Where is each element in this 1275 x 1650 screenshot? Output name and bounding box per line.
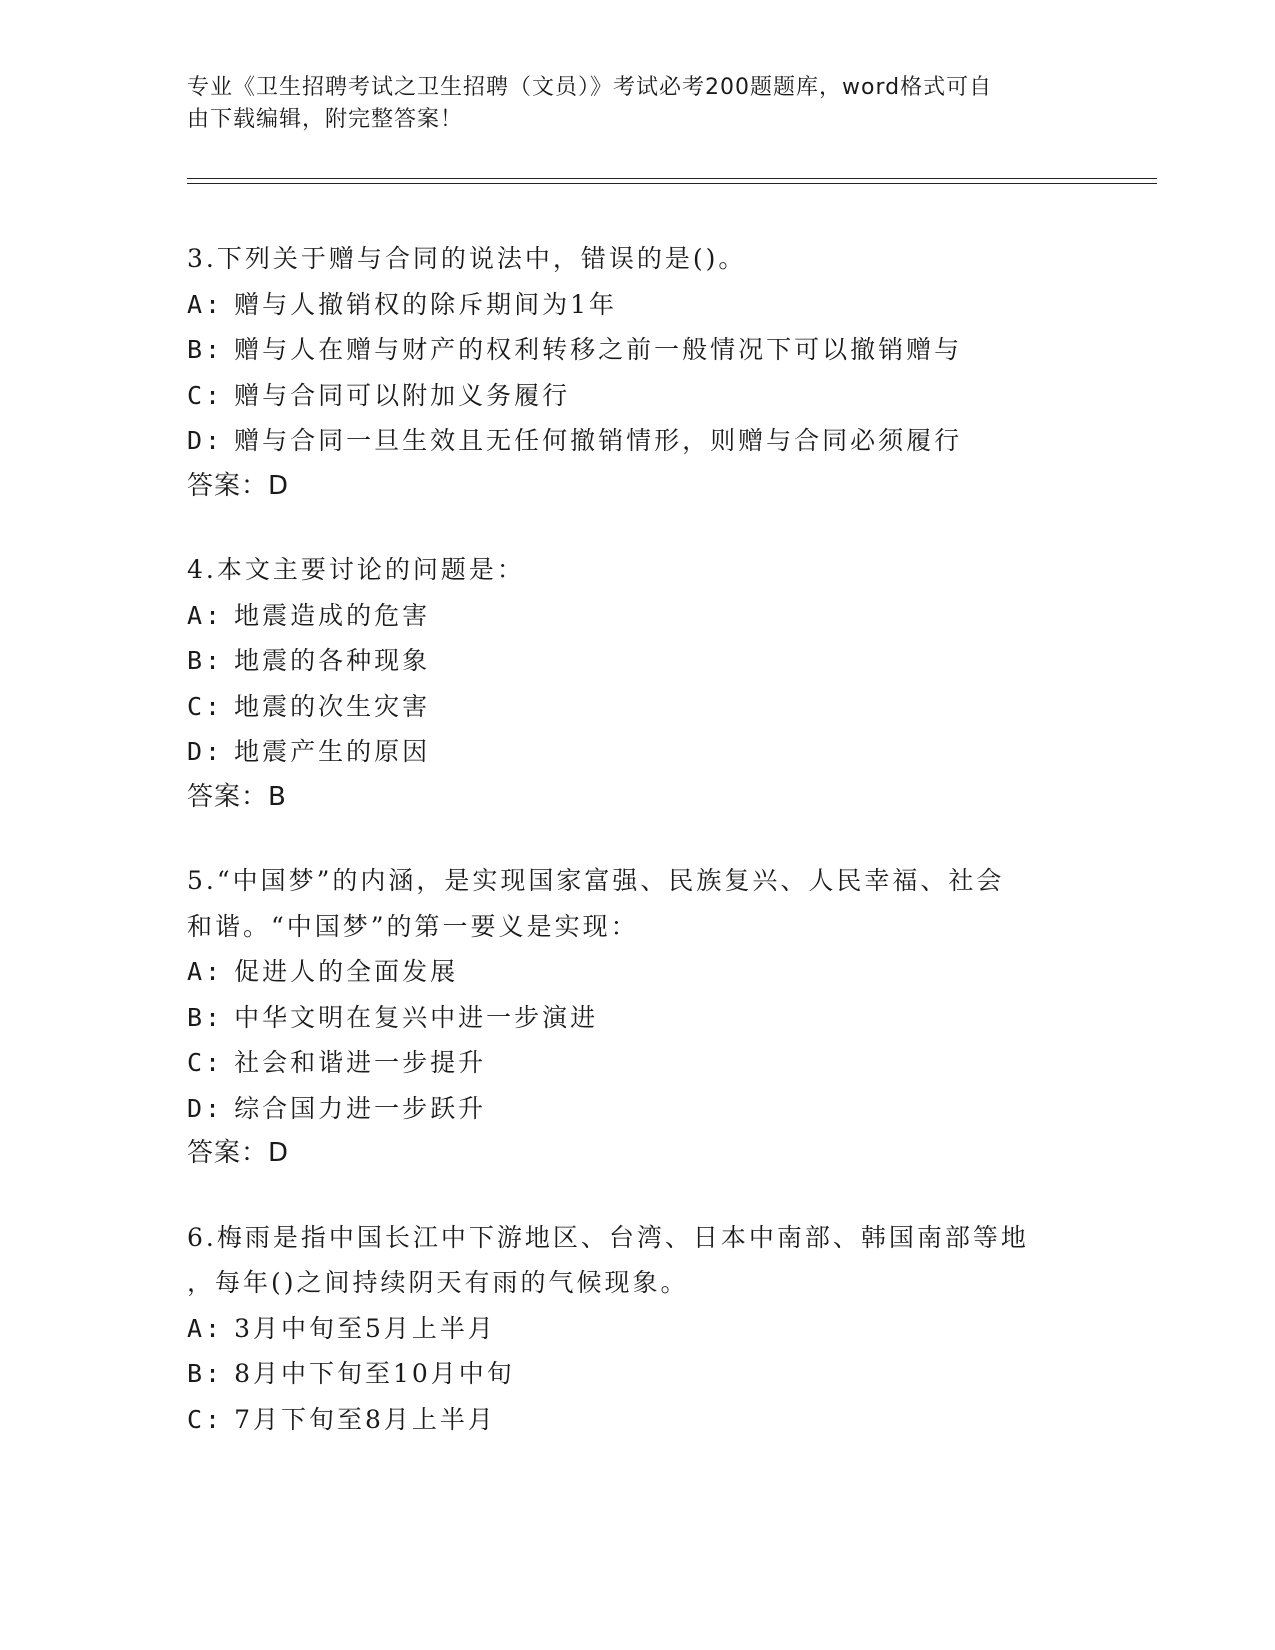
option-text: 赠与合同一旦生效且无任何撤销情形，则赠与合同必须履行 [234,426,963,455]
option-text: 7月下旬至8月上半月 [234,1404,496,1434]
question-text: 5.“中国梦”的内涵，是实现国家富强、民族复兴、人民幸福、社会 [187,866,1005,895]
option-letter: A: [187,957,224,986]
question-list [187,236,1087,1480]
option-letter: B: [187,646,224,675]
option-d [187,1086,1087,1132]
question-6 [187,1215,1087,1443]
option-d [187,729,1087,775]
header-line-2: 由下载编辑，附完整答案！ [187,107,464,132]
option-b [187,327,1087,373]
question-text: 6.梅雨是指中国长江中下游地区、台湾、日本中南部、韩国南部等地 [187,1222,1029,1252]
option-letter: D: [187,426,224,455]
option-letter: D: [187,1093,224,1123]
option-letter: C: [187,1404,224,1434]
option-text: 社会和谐进一步提升 [234,1048,487,1077]
option-letter: B: [187,335,224,364]
option-text: 地震的次生灾害 [234,691,431,721]
option-b [187,995,1087,1041]
answer-line: 答案：D [187,1138,290,1168]
option-letter: B: [187,1002,224,1032]
option-a [187,593,1087,639]
option-a [187,949,1087,995]
option-letter: C: [187,1048,224,1077]
header-divider-bottom [187,183,1157,184]
option-text: 地震产生的原因 [234,737,431,766]
option-letter: A: [187,600,224,630]
option-text: 赠与合同可以附加义务履行 [234,380,571,410]
option-letter: C: [187,691,224,721]
option-a [187,1306,1087,1352]
header-divider-top [187,178,1157,179]
option-c [187,1397,1087,1443]
question-4 [187,547,1087,820]
option-c [187,373,1087,419]
question-text-continued: 和谐。“中国梦”的第一要义是实现： [187,911,639,941]
option-letter: D: [187,737,224,766]
header-line-1: 专业《卫生招聘考试之卫生招聘（文员）》考试必考200题题库，word格式可自 [187,75,993,100]
option-text: 地震造成的危害 [234,600,431,630]
option-text: 中华文明在复兴中进一步演进 [234,1002,599,1032]
option-text: 地震的各种现象 [234,646,431,675]
question-text-continued: ，每年()之间持续阴天有雨的气候现象。 [187,1268,689,1297]
option-c [187,1040,1087,1086]
question-3 [187,236,1087,509]
option-d [187,418,1087,464]
option-text: 赠与人撤销权的除斥期间为1年 [234,289,617,319]
option-b [187,1351,1087,1397]
option-letter: C: [187,380,224,410]
question-5 [187,858,1087,1177]
document-header [187,72,1067,136]
option-text: 3月中旬至5月上半月 [234,1313,496,1343]
option-letter: B: [187,1359,224,1388]
option-a [187,282,1087,328]
answer-line: 答案：D [187,470,290,501]
option-letter: A: [187,1313,224,1343]
option-text: 促进人的全面发展 [234,957,459,986]
option-text: 赠与人在赠与财产的权利转移之前一般情况下可以撤销赠与 [234,335,963,364]
answer-line: 答案：B [187,781,287,812]
question-text: 3.下列关于赠与合同的说法中，错误的是()。 [187,244,747,273]
option-text: 8月中下旬至10月中旬 [234,1359,515,1388]
option-c [187,684,1087,730]
question-text: 4.本文主要讨论的问题是： [187,555,525,584]
option-letter: A: [187,289,224,319]
option-text: 综合国力进一步跃升 [234,1093,487,1123]
option-b [187,638,1087,684]
